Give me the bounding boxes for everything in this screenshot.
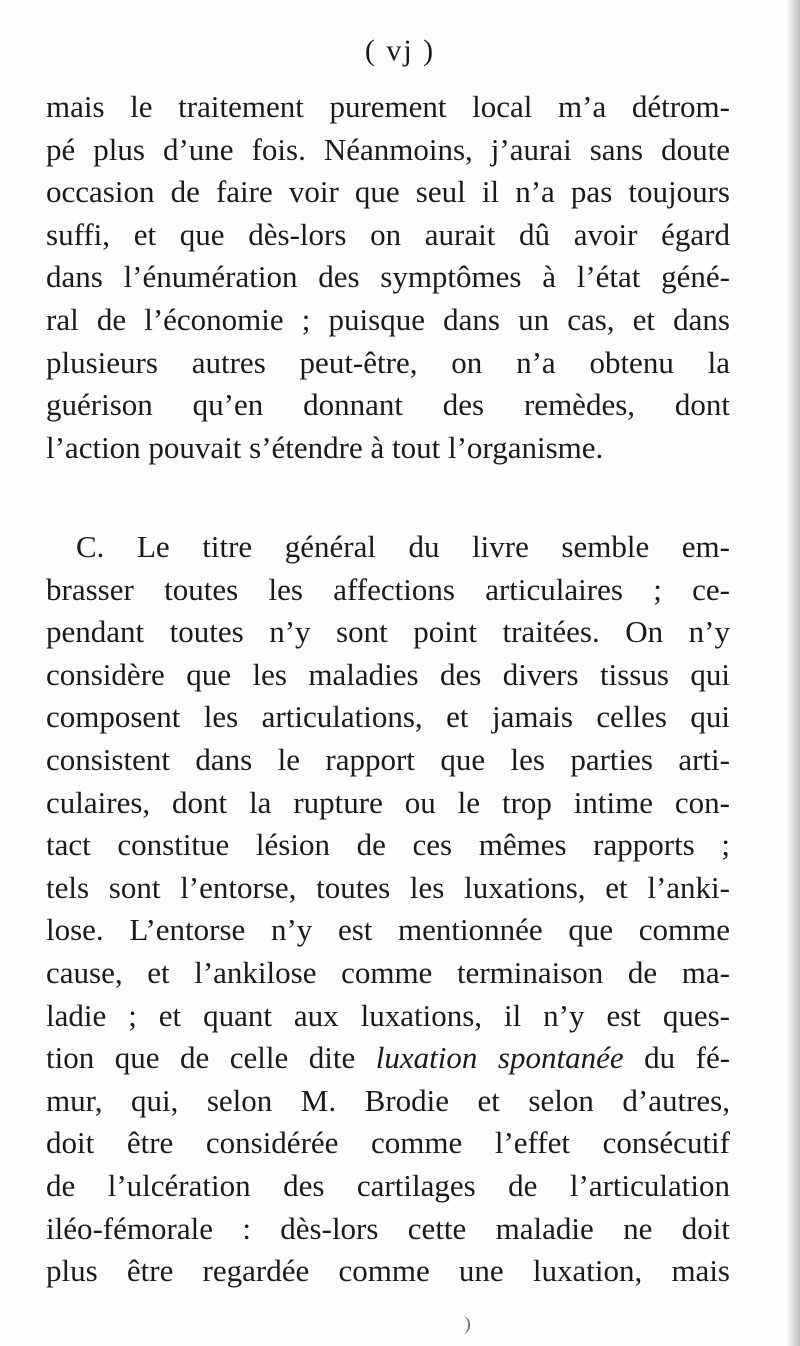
page-edge-shadow xyxy=(786,0,800,1346)
page-number: ( vj ) xyxy=(364,34,436,67)
text-segment: du fé- xyxy=(644,1040,731,1076)
text-line: brasser toutes les affections articulaires ; ce- xyxy=(46,571,730,607)
text-line: suffi, et que dès-lors on aurait dû avoir égard xyxy=(46,216,730,252)
text-line: iléo-fémorale : dès-lors cette maladie ne doit xyxy=(46,1210,730,1246)
text-line: guérison qu’en donnant des remèdes, dont xyxy=(46,387,730,423)
paragraph-1 xyxy=(46,86,730,469)
text-line: tact constitue lésion de ces mêmes rapports ; xyxy=(46,827,730,863)
italic-term: luxation spontanée xyxy=(375,1040,624,1076)
text-line: lose. L’entorse n’y est mentionnée que comme xyxy=(46,912,730,948)
text-line: doit être considérée comme l’effet consécutif xyxy=(46,1125,730,1161)
text-line: cause, et l’ankilose comme terminaison de ma- xyxy=(46,954,730,990)
text-line: dans l’énumération des symptômes à l’état géné- xyxy=(46,259,730,295)
text-line: considère que les maladies des divers tissus qui xyxy=(46,656,730,692)
text-line: ladie ; et quant aux luxations, il n’y est ques- xyxy=(46,997,730,1033)
text-segment: tion que de celle dite xyxy=(46,1040,356,1076)
text-line-with-italic xyxy=(46,1037,730,1080)
text-line: pé plus d’une fois. Néanmoins, j’aurai sans doute xyxy=(46,131,730,167)
text-line: culaires, dont la rupture ou le trop intime con- xyxy=(46,784,730,820)
text-line: ral de l’économie ; puisque dans un cas, et dans xyxy=(46,301,730,337)
print-mark xyxy=(462,1316,470,1334)
text-line: l’action pouvait s’étendre à tout l’organisme. xyxy=(46,429,604,465)
text-line: composent les articulations, et jamais celles qui xyxy=(46,699,730,735)
text-line: occasion de faire voir que seul il n’a pas toujours xyxy=(46,174,730,210)
text-line: mur, qui, selon M. Brodie et selon d’autres, xyxy=(46,1082,730,1118)
paragraph-2 xyxy=(46,526,730,1293)
text-line: C. Le titre général du livre semble em- xyxy=(76,529,730,564)
text-line: consistent dans le rapport que les parties arti- xyxy=(46,741,730,777)
text-line: mais le traitement purement local m’a détrom- xyxy=(46,89,730,124)
text-line: pendant toutes n’y sont point traitées. On n’y xyxy=(46,614,730,650)
text-line: plus être regardée comme une luxation, mais xyxy=(46,1253,730,1289)
text-line: tels sont l’entorse, toutes les luxations, et l’anki- xyxy=(46,869,730,905)
text-line: plusieurs autres peut-être, on n’a obtenu la xyxy=(46,344,730,380)
text-line: de l’ulcération des cartilages de l’articulation xyxy=(46,1167,730,1203)
